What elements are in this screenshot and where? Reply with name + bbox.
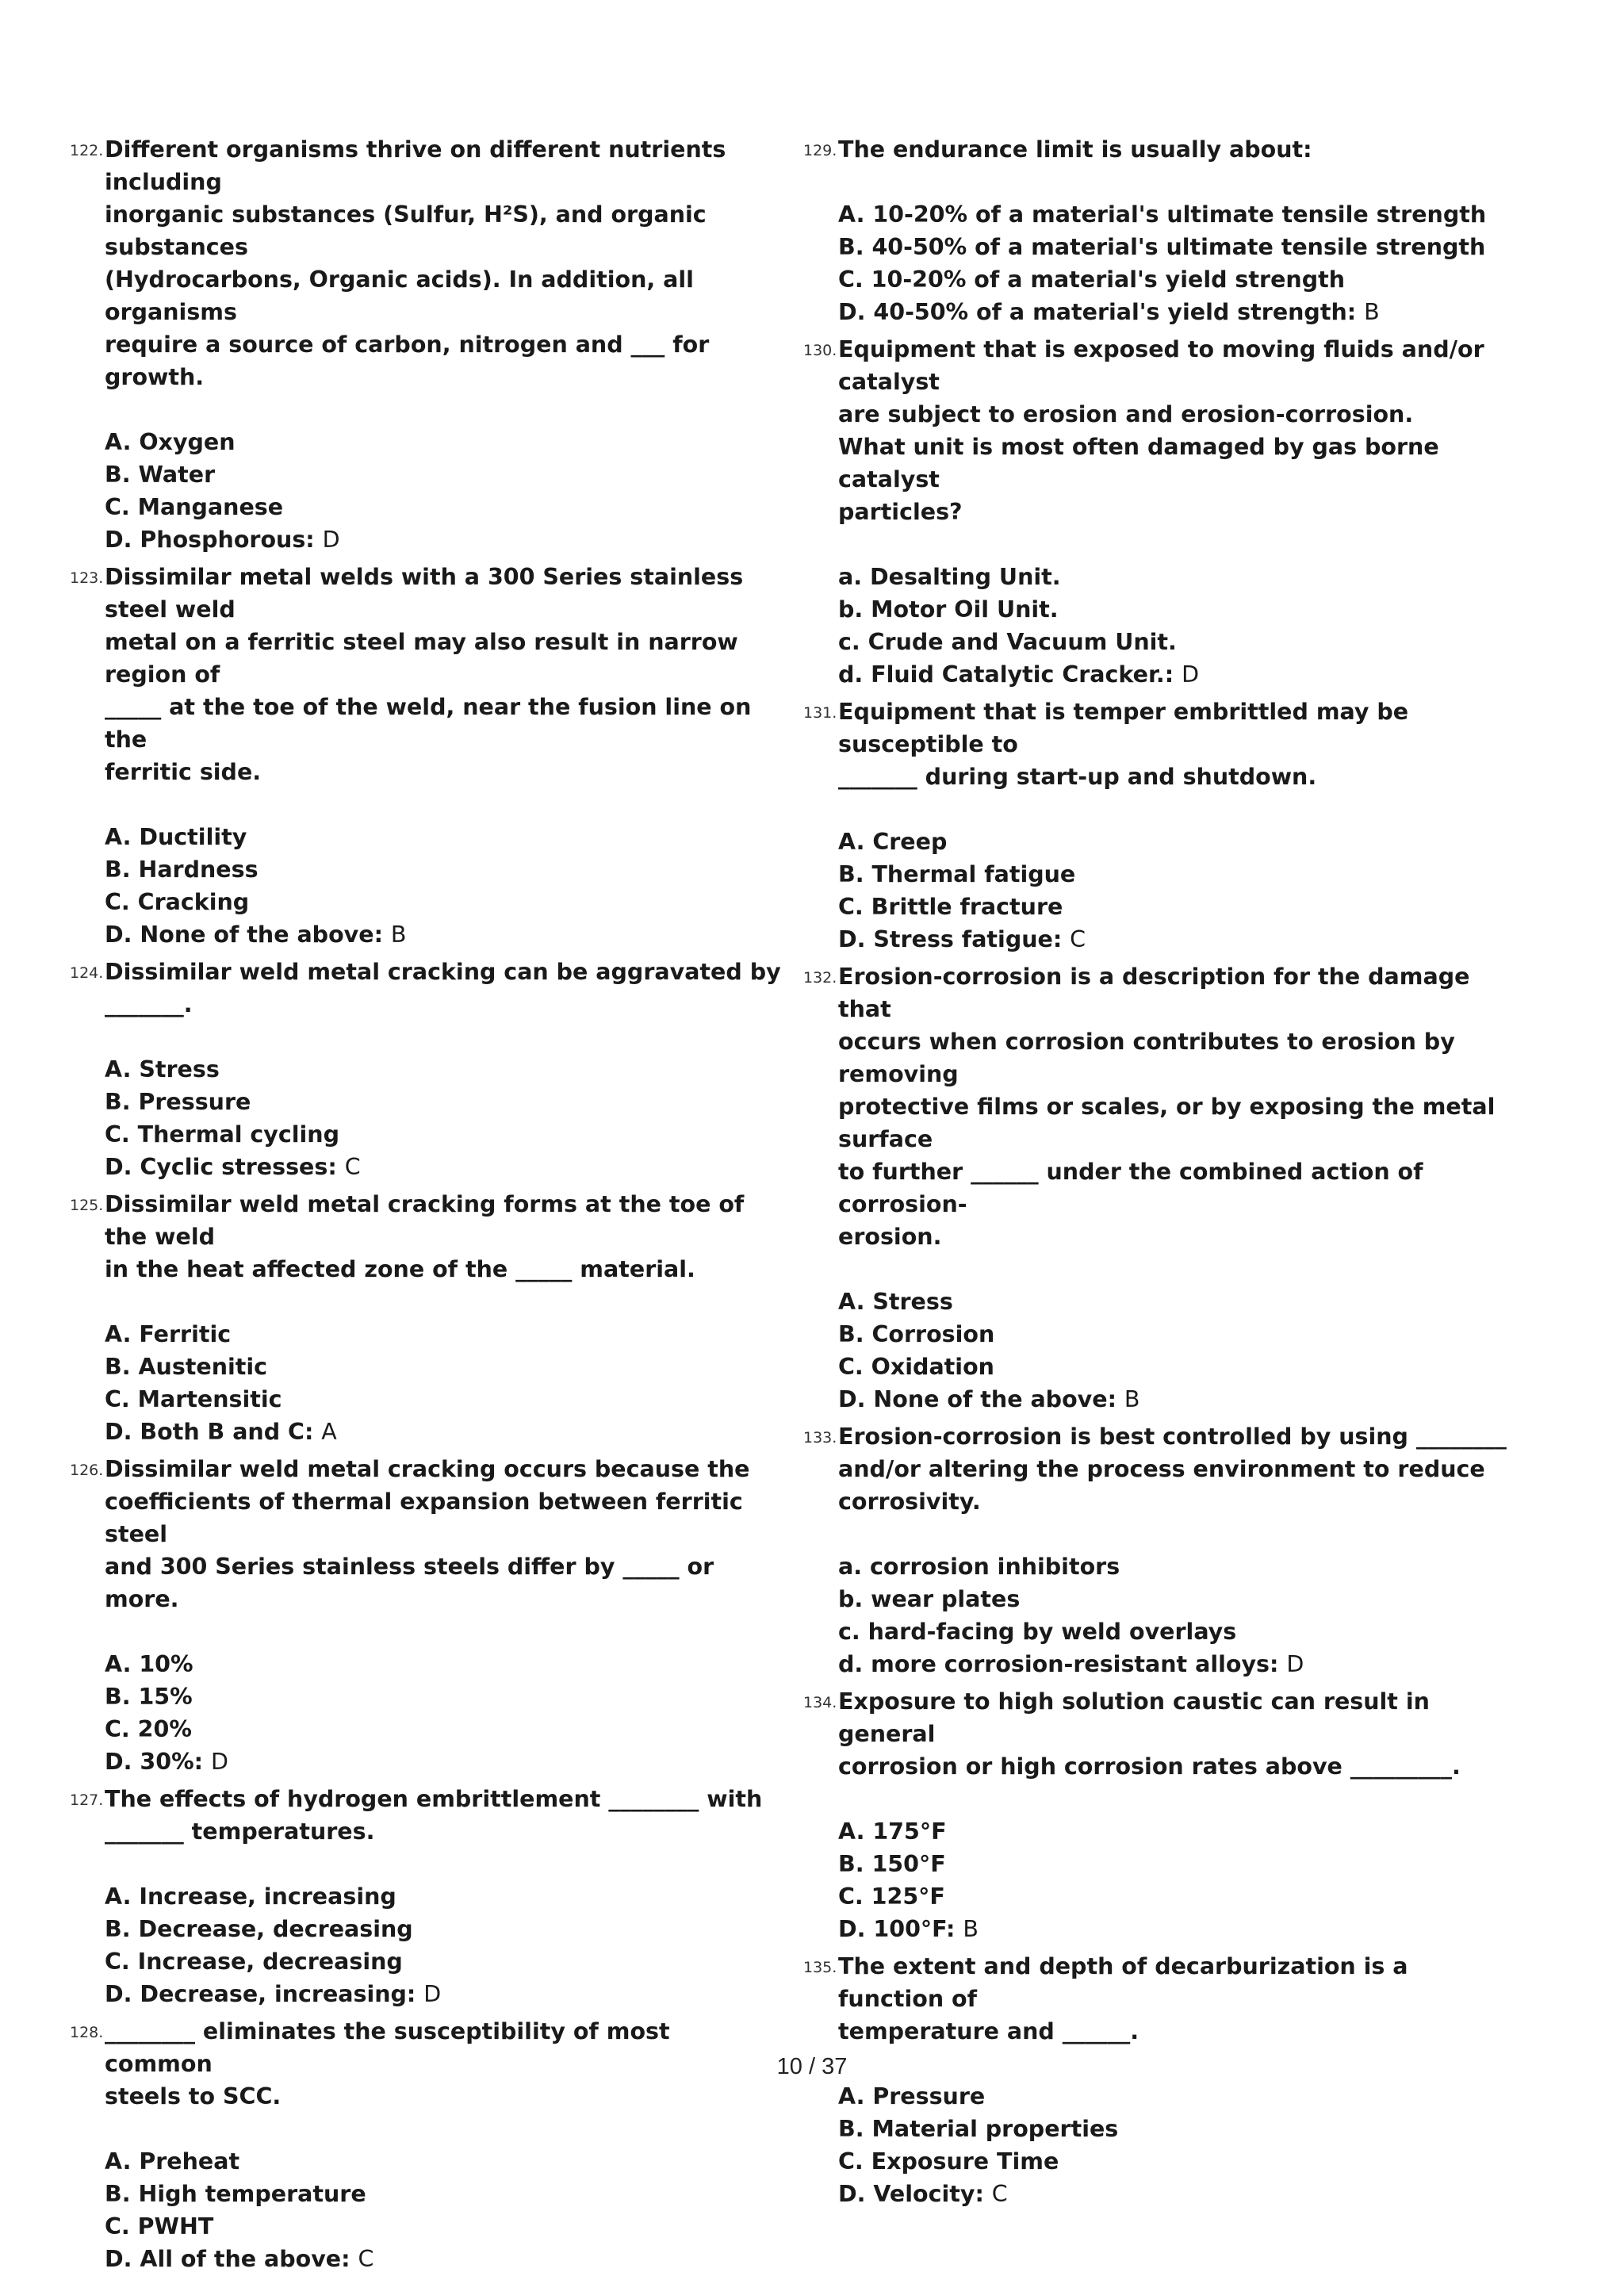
right-column — [803, 133, 1517, 2215]
option-label: A. Ductility — [105, 824, 247, 850]
answer-option — [838, 1848, 1517, 1880]
option-label: B. Material properties — [838, 2116, 1119, 2142]
question-number: 131. — [803, 704, 837, 722]
option-label: D. Cyclic stresses: — [105, 1154, 337, 1180]
question-number: 124. — [70, 964, 104, 982]
answer-option — [105, 2210, 783, 2243]
answer-options — [70, 426, 783, 556]
answer-option — [838, 1880, 1517, 1913]
question-number: 135. — [803, 1959, 837, 1976]
correct-answer: D — [322, 527, 340, 553]
option-label: A. Stress — [838, 1289, 953, 1315]
option-label: C. 125°F — [838, 1883, 945, 1910]
correct-answer: B — [1364, 299, 1380, 325]
option-label: A. Stress — [105, 1056, 220, 1083]
option-label: B. 40-50% of a material's ultimate tensile strength — [838, 234, 1486, 260]
correct-answer: D — [1182, 661, 1200, 688]
answer-option — [105, 458, 783, 491]
answer-options — [70, 1880, 783, 2010]
question-stem — [803, 1420, 1517, 1518]
option-label: C. Thermal cycling — [105, 1121, 339, 1148]
answer-option — [838, 561, 1517, 593]
option-label: d. Fluid Catalytic Cracker.: — [838, 661, 1174, 688]
option-label: B. Decrease, decreasing — [105, 1916, 413, 1942]
answer-option — [838, 1351, 1517, 1383]
option-label: B. Corrosion — [838, 1321, 995, 1347]
correct-answer: C — [358, 2246, 374, 2272]
question-text: Dissimilar weld metal cracking can be aggravated by _______. — [105, 959, 781, 1017]
answer-options — [803, 561, 1517, 691]
answer-options — [70, 2145, 783, 2275]
answer-option — [838, 1815, 1517, 1848]
question-text: Exposure to high solution caustic can result in general corrosion or high corrosion rates above _________. — [838, 1688, 1461, 1780]
question-text: Dissimilar metal welds with a 300 Series stainless steel weld metal on a ferritic steel may also result in narrow region of _____ at the toe of the weld, near the fusion line on the ferritic side. — [105, 564, 752, 785]
question-stem — [803, 695, 1517, 793]
question-block — [803, 960, 1517, 1416]
answer-options — [803, 1815, 1517, 1945]
option-label: A. Creep — [838, 829, 948, 855]
option-label: C. Martensitic — [105, 1386, 282, 1412]
question-stem — [803, 960, 1517, 1253]
answer-option — [838, 891, 1517, 923]
question-stem — [803, 1685, 1517, 1783]
answer-option — [838, 1318, 1517, 1351]
question-block — [70, 561, 783, 951]
option-label: c. Crude and Vacuum Unit. — [838, 629, 1177, 655]
option-label: B. Austenitic — [105, 1354, 268, 1380]
answer-options — [803, 826, 1517, 956]
answer-option — [105, 1978, 783, 2010]
correct-answer: D — [210, 1749, 228, 1775]
answer-option — [838, 296, 1517, 328]
answer-options — [803, 198, 1517, 328]
option-label: C. Increase, decreasing — [105, 1949, 403, 1975]
answer-option — [838, 2080, 1517, 2113]
option-label: D. 30%: — [105, 1749, 204, 1775]
option-label: D. Phosphorous: — [105, 527, 315, 553]
option-label: D. Velocity: — [838, 2181, 984, 2207]
correct-answer: C — [991, 2181, 1008, 2207]
answer-option — [838, 1615, 1517, 1648]
answer-options — [803, 1286, 1517, 1416]
option-label: c. hard-facing by weld overlays — [838, 1619, 1237, 1645]
answer-option — [105, 1880, 783, 1913]
option-label: A. Oxygen — [105, 429, 236, 455]
question-number: 126. — [70, 1462, 104, 1479]
answer-option — [838, 826, 1517, 858]
option-label: d. more corrosion-resistant alloys: — [838, 1651, 1279, 1677]
question-block — [803, 1685, 1517, 1945]
answer-option — [105, 491, 783, 523]
option-label: C. Exposure Time — [838, 2148, 1059, 2175]
option-label: B. 150°F — [838, 1851, 946, 1877]
answer-option — [838, 593, 1517, 626]
option-label: D. Both B and C: — [105, 1419, 314, 1445]
correct-answer: D — [1286, 1651, 1304, 1677]
answer-option — [105, 2178, 783, 2210]
question-stem — [70, 561, 783, 788]
answer-option — [105, 2243, 783, 2275]
option-label: D. None of the above: — [838, 1386, 1116, 1412]
option-label: D. Stress fatigue: — [838, 926, 1063, 952]
question-text: ________ eliminates the susceptibility of most common steels to SCC. — [105, 2018, 670, 2109]
option-label: b. wear plates — [838, 1586, 1021, 1612]
answer-option — [105, 1945, 783, 1978]
correct-answer: C — [344, 1154, 361, 1180]
option-label: B. Hardness — [105, 856, 259, 883]
answer-option — [105, 2145, 783, 2178]
answer-option — [105, 1745, 783, 1778]
answer-option — [105, 853, 783, 886]
answer-option — [105, 1086, 783, 1118]
option-label: C. Brittle fracture — [838, 894, 1063, 920]
question-block — [803, 1950, 1517, 2210]
answer-option — [105, 1913, 783, 1945]
option-label: B. Water — [105, 462, 216, 488]
option-label: A. 175°F — [838, 1818, 947, 1845]
answer-option — [105, 1383, 783, 1416]
correct-answer: C — [1070, 926, 1086, 952]
answer-option — [838, 1648, 1517, 1680]
left-column — [70, 133, 783, 2280]
question-stem — [803, 133, 1517, 166]
question-block — [70, 1188, 783, 1448]
answer-options — [70, 1648, 783, 1778]
page-indicator: 10 / 37 — [776, 2054, 848, 2079]
question-block — [70, 133, 783, 556]
option-label: A. Ferritic — [105, 1321, 232, 1347]
answer-option — [838, 1550, 1517, 1583]
option-label: B. High temperature — [105, 2181, 366, 2207]
answer-option — [105, 523, 783, 556]
answer-option — [105, 1053, 783, 1086]
correct-answer: B — [390, 922, 407, 948]
option-label: B. Pressure — [105, 1089, 251, 1115]
question-stem — [70, 1453, 783, 1615]
answer-option — [838, 1913, 1517, 1945]
question-text: The endurance limit is usually about: — [838, 136, 1312, 163]
question-block — [70, 1453, 783, 1778]
answer-option — [838, 1383, 1517, 1416]
answer-option — [105, 1680, 783, 1713]
answer-options — [70, 1318, 783, 1448]
question-number: 123. — [70, 569, 104, 587]
answer-option — [105, 1648, 783, 1680]
question-block — [803, 333, 1517, 691]
question-stem — [70, 1188, 783, 1286]
answer-option — [105, 821, 783, 853]
answer-option — [105, 1318, 783, 1351]
option-label: a. corrosion inhibitors — [838, 1554, 1120, 1580]
answer-option — [838, 858, 1517, 891]
question-text: Equipment that is temper embrittled may be susceptible to _______ during start-up and shutdown. — [838, 699, 1409, 790]
answer-options — [70, 821, 783, 951]
option-label: D. All of the above: — [105, 2246, 350, 2272]
option-label: D. 100°F: — [838, 1916, 956, 1942]
option-label: A. Preheat — [105, 2148, 240, 2175]
question-stem — [803, 1950, 1517, 2048]
correct-answer: D — [423, 1981, 442, 2007]
answer-option — [838, 2113, 1517, 2145]
question-stem — [70, 133, 783, 393]
answer-option — [838, 263, 1517, 296]
answer-option — [105, 918, 783, 951]
option-label: A. 10% — [105, 1651, 193, 1677]
option-label: C. 20% — [105, 1716, 192, 1742]
option-label: D. 40-50% of a material's yield strength: — [838, 299, 1357, 325]
question-number: 129. — [803, 142, 837, 159]
question-number: 127. — [70, 1791, 104, 1809]
option-label: a. Desalting Unit. — [838, 564, 1061, 590]
question-number: 125. — [70, 1197, 104, 1214]
answer-option — [838, 923, 1517, 956]
question-block — [803, 695, 1517, 956]
answer-option — [105, 1713, 783, 1745]
answer-option — [838, 2178, 1517, 2210]
correct-answer: A — [321, 1419, 337, 1445]
correct-answer: B — [963, 1916, 979, 1942]
option-label: B. Thermal fatigue — [838, 861, 1076, 887]
answer-option — [838, 626, 1517, 658]
answer-option — [105, 1151, 783, 1183]
option-label: B. 15% — [105, 1684, 193, 1710]
question-block — [803, 1420, 1517, 1680]
question-text: The extent and depth of decarburization is a function of temperature and ______. — [838, 1953, 1408, 2044]
question-text: Erosion-corrosion is a description for the damage that occurs when corrosion contributes to erosion by removing protective films or scales, or by exposing the metal surface to further ______ under the combined action of corrosion- erosion. — [838, 964, 1496, 1250]
question-text: Erosion-corrosion is best controlled by using ________ and/or altering the process environment to reduce corrosivity. — [838, 1424, 1507, 1515]
answer-option — [838, 198, 1517, 231]
option-label: A. 10-20% of a material's ultimate tensile strength — [838, 201, 1487, 228]
answer-options — [803, 2080, 1517, 2210]
answer-option — [838, 658, 1517, 691]
question-text: Equipment that is exposed to moving fluids and/or catalyst are subject to erosion and erosion-corrosion. What unit is most often damaged by gas borne catalyst particles? — [838, 336, 1484, 525]
question-block — [70, 1783, 783, 2010]
answer-option — [105, 886, 783, 918]
question-number: 128. — [70, 2024, 104, 2041]
question-number: 132. — [803, 969, 837, 987]
question-block — [803, 133, 1517, 328]
question-number: 122. — [70, 142, 104, 159]
answer-option — [838, 1286, 1517, 1318]
question-text: Dissimilar weld metal cracking forms at the toe of the weld in the heat affected zone of the _____ material. — [105, 1191, 745, 1282]
question-number: 133. — [803, 1429, 837, 1447]
question-number: 134. — [803, 1694, 837, 1711]
answer-option — [838, 2145, 1517, 2178]
answer-options — [70, 1053, 783, 1183]
answer-options — [803, 1550, 1517, 1680]
answer-option — [105, 426, 783, 458]
question-stem — [70, 1783, 783, 1848]
option-label: b. Motor Oil Unit. — [838, 596, 1059, 623]
option-label: D. None of the above: — [105, 922, 383, 948]
option-label: C. 10-20% of a material's yield strength — [838, 266, 1346, 293]
answer-option — [105, 1416, 783, 1448]
option-label: C. Cracking — [105, 889, 250, 915]
question-block — [70, 956, 783, 1183]
option-label: C. Oxidation — [838, 1354, 994, 1380]
answer-option — [838, 231, 1517, 263]
option-label: A. Increase, increasing — [105, 1883, 396, 1910]
question-text: Different organisms thrive on different nutrients including inorganic substances (Sulfur, H²S), and organic substances (Hydrocarbons, Organic acids). In addition, all organisms require a source of carbon, nitrogen and ___ for growth. — [105, 136, 726, 390]
correct-answer: B — [1124, 1386, 1140, 1412]
question-stem — [70, 956, 783, 1021]
answer-option — [105, 1351, 783, 1383]
answer-option — [838, 1583, 1517, 1615]
question-text: Dissimilar weld metal cracking occurs because the coefficients of thermal expansion between ferritic steel and 300 Series stainless steels differ by _____ or more. — [105, 1456, 750, 1612]
option-label: C. PWHT — [105, 2213, 214, 2240]
option-label: A. Pressure — [838, 2083, 986, 2109]
question-stem — [803, 333, 1517, 528]
answer-option — [105, 1118, 783, 1151]
option-label: C. Manganese — [105, 494, 284, 520]
question-number: 130. — [803, 342, 837, 359]
option-label: D. Decrease, increasing: — [105, 1981, 416, 2007]
question-text: The effects of hydrogen embrittlement ________ with _______ temperatures. — [105, 1786, 763, 1845]
